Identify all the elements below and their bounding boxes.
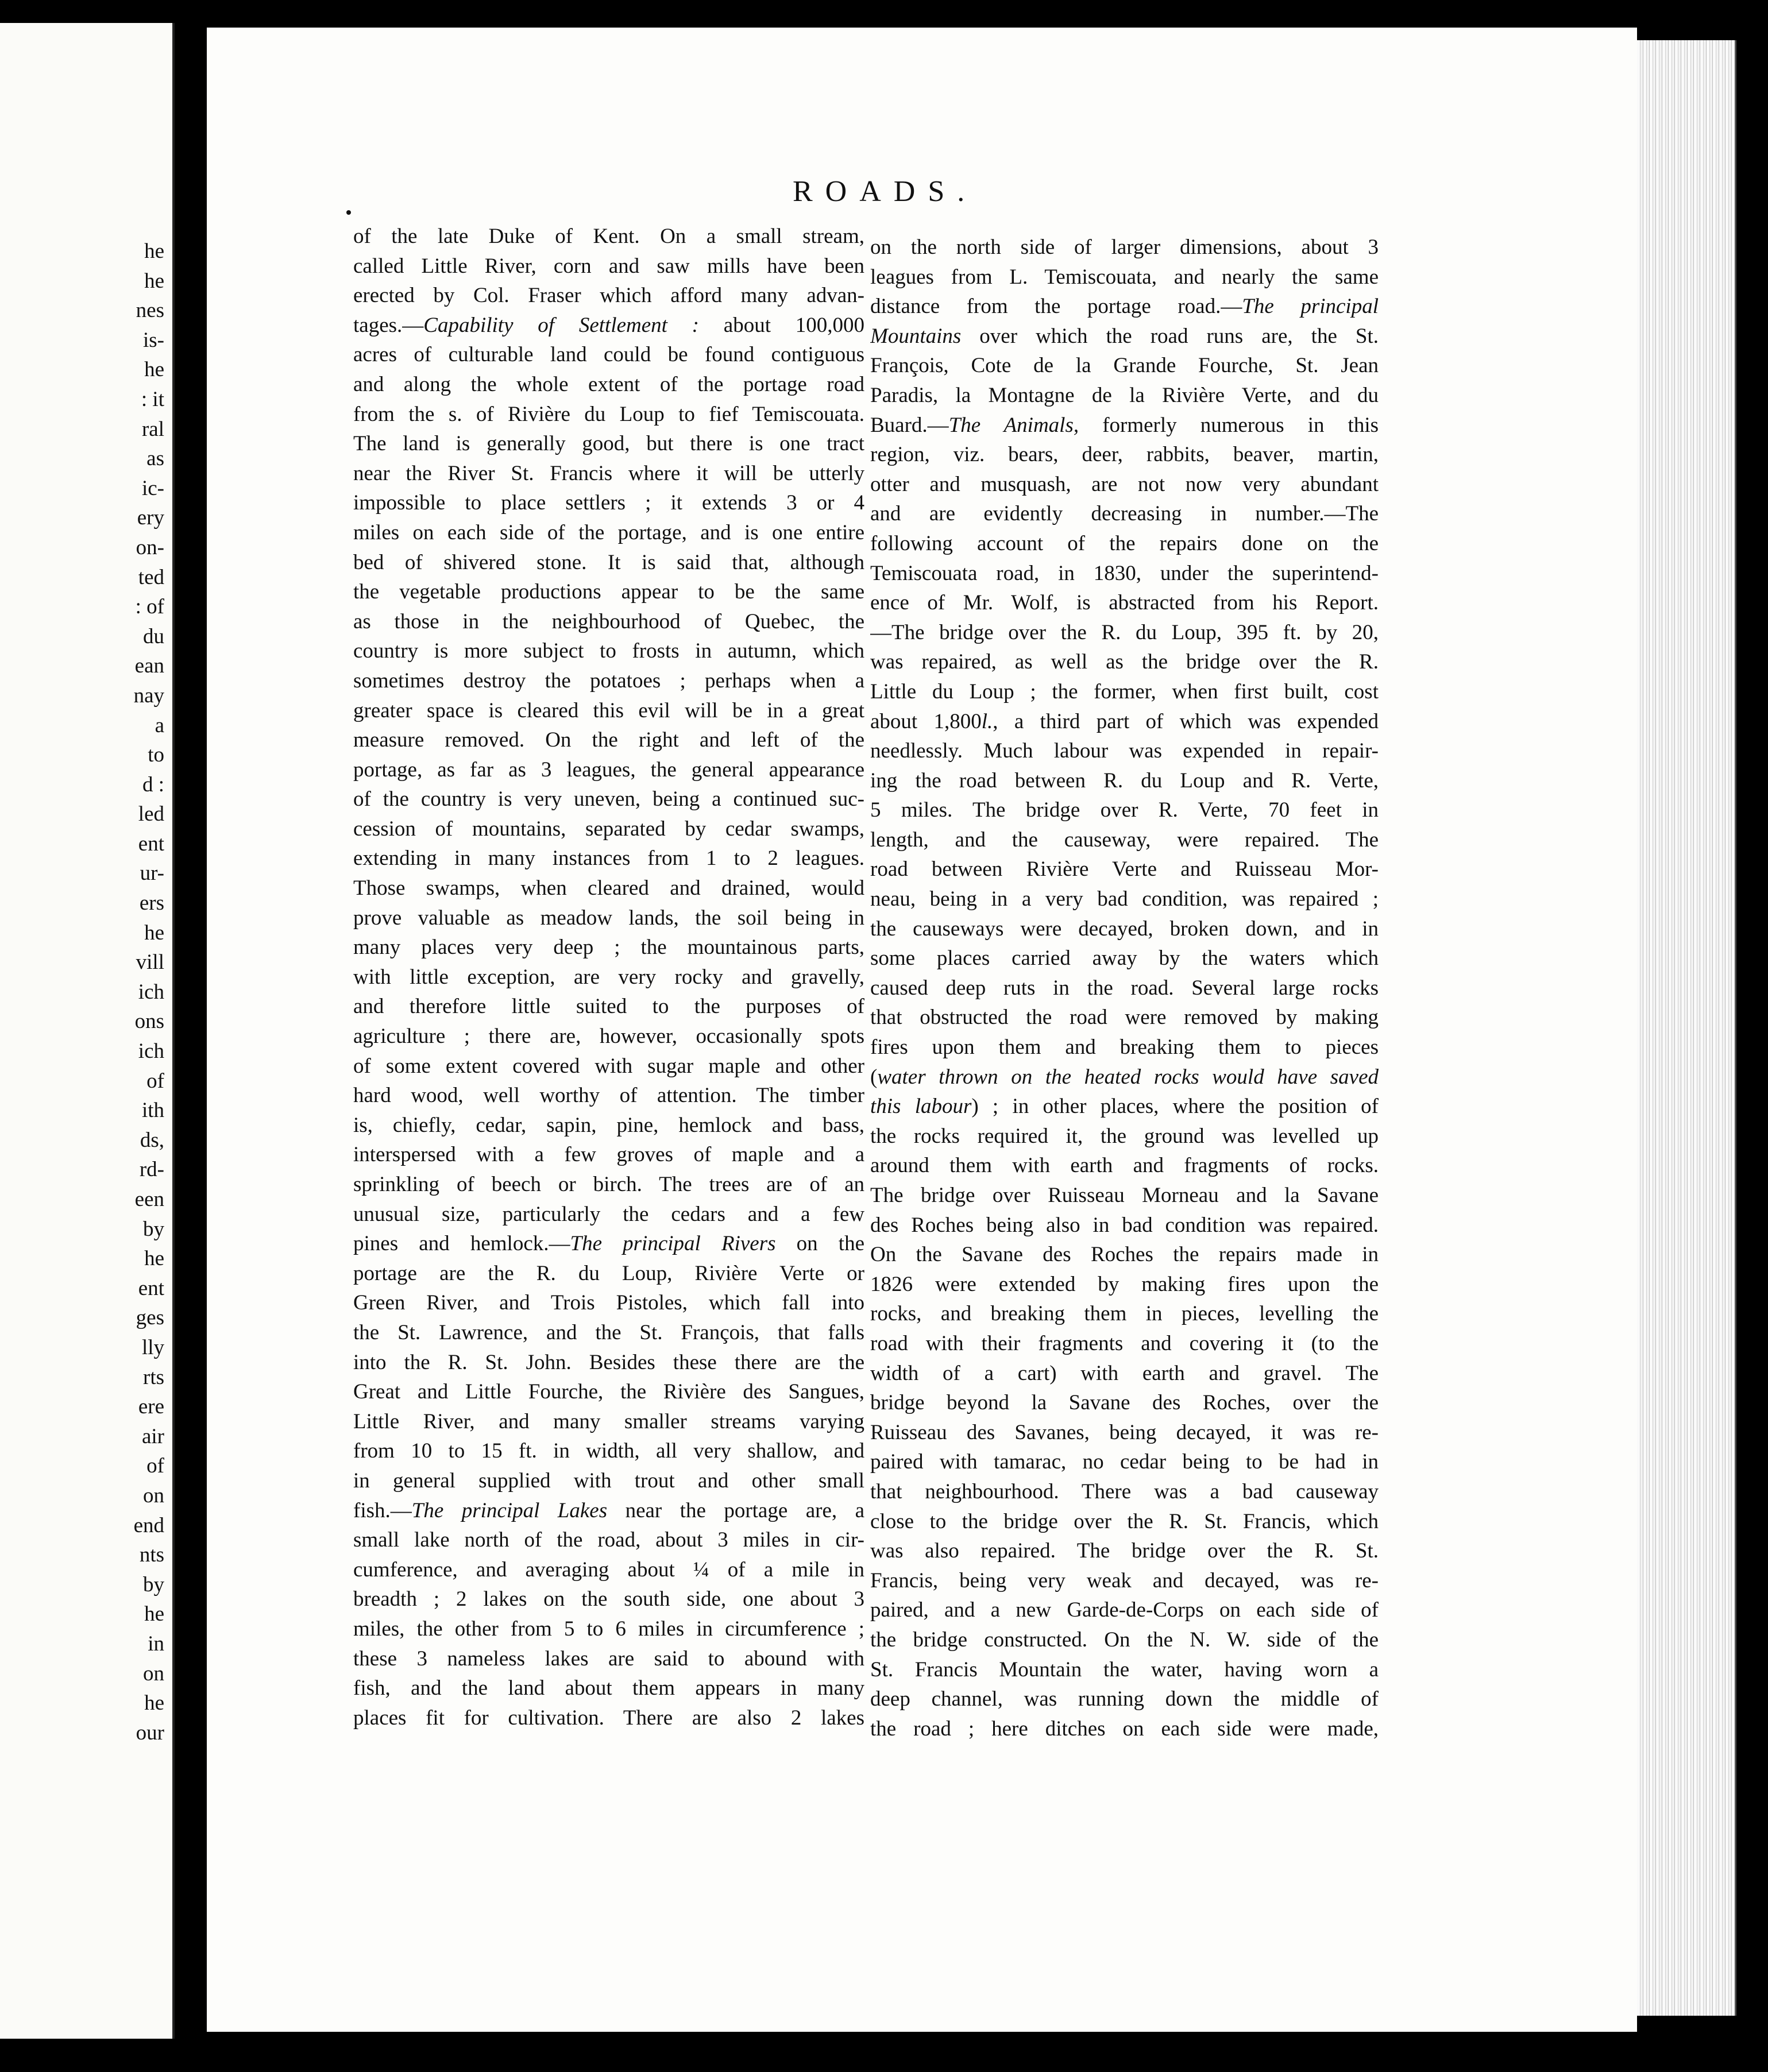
facing-page-fragment: ean <box>134 654 164 678</box>
text-line: of some extent covered with sugar maple and other <box>353 1054 864 1078</box>
text-line: deep channel, was running down the middle of <box>870 1687 1379 1711</box>
text-line: into the R. St. John. Besides these there are the <box>353 1350 864 1374</box>
text-line: following account of the repairs done on the <box>870 531 1379 555</box>
text-line: of the country is very uneven, being a continued suc- <box>353 787 864 811</box>
text-line: and therefore little suited to the purposes of <box>353 995 864 1019</box>
facing-page-fragment: of <box>146 1069 164 1093</box>
facing-page-fragment: he <box>144 358 164 382</box>
text-line: as those in the neighbourhood of Quebec, the <box>353 609 864 633</box>
text-line: Those swamps, when cleared and drained, would <box>353 876 864 900</box>
facing-page-fragment: a <box>155 713 164 737</box>
facing-page-fragment: as <box>146 447 164 471</box>
text-line: that neighbourhood. There was a bad causeway <box>870 1479 1379 1503</box>
text-line: and are evidently decreasing in number.—The <box>870 502 1379 526</box>
facing-page <box>0 23 175 2039</box>
facing-page-fragment: by <box>143 1217 164 1241</box>
facing-page-fragment: air <box>141 1424 164 1448</box>
text-line: portage, as far as 3 leagues, the general appearance <box>353 757 864 782</box>
text-line: greater space is cleared this evil will be in a great <box>353 698 864 722</box>
facing-page-fragment: he <box>144 269 164 293</box>
text-line: from the s. of Rivière du Loup to fief Temiscouata. <box>353 402 864 426</box>
facing-page-fragment: ent <box>138 1276 164 1300</box>
facing-page-fragment: : of <box>135 595 164 619</box>
text-line: on the north side of larger dimensions, about 3 <box>870 235 1379 259</box>
text-line: On the Savane des Roches the repairs made in <box>870 1243 1379 1267</box>
text-line: 1826 were extended by making fires upon the <box>870 1272 1379 1296</box>
text-line: miles on each side of the portage, and is one entire <box>353 520 864 544</box>
text-line: was also repaired. The bridge over the R. St. <box>870 1539 1379 1563</box>
text-line: interspersed with a few groves of maple and a <box>353 1143 864 1167</box>
text-line: fish.—The principal Lakes near the portage are, a <box>353 1498 864 1522</box>
text-line: region, viz. bears, deer, rabbits, beaver, martin, <box>870 443 1379 467</box>
text-line: small lake north of the road, about 3 miles in cir- <box>353 1528 864 1552</box>
facing-page-fragment: he <box>144 1247 164 1271</box>
text-line: the bridge constructed. On the N. W. side of the <box>870 1628 1379 1652</box>
text-line: portage are the R. du Loup, Rivière Verte or <box>353 1261 864 1285</box>
facing-page-fragment: een <box>134 1188 164 1211</box>
text-line: rocks, and breaking them in pieces, levelling the <box>870 1302 1379 1326</box>
text-line: The bridge over Ruisseau Morneau and la Savane <box>870 1184 1379 1207</box>
text-line: pines and hemlock.—The principal Rivers on the <box>353 1232 864 1256</box>
text-line: Buard.—The Animals, formerly numerous in this <box>870 413 1379 437</box>
text-line: Ruisseau des Savanes, being decayed, it was re- <box>870 1420 1379 1444</box>
facing-page-fragment: ges <box>136 1306 164 1330</box>
text-line: many places very deep ; the mountainous parts, <box>353 936 864 960</box>
text-line: measure removed. On the right and left of the <box>353 728 864 752</box>
text-line: near the River St. Francis where it will be utterly <box>353 461 864 485</box>
text-line: sometimes destroy the potatoes ; perhaps when a <box>353 668 864 693</box>
text-line: fires upon them and breaking them to pieces <box>870 1035 1379 1060</box>
text-line: Little du Loup ; the former, when first built, cost <box>870 679 1379 703</box>
facing-page-fragment: du <box>143 624 164 648</box>
text-line: the causeways were decayed, broken down, and in <box>870 917 1379 941</box>
text-line: ence of Mr. Wolf, is abstracted from his Report. <box>870 591 1379 615</box>
text-line: with little exception, are very rocky and gravelly, <box>353 965 864 989</box>
text-line: miles, the other from 5 to 6 miles in circumference ; <box>353 1617 864 1641</box>
text-line: country is more subject to frosts in autumn, which <box>353 639 864 663</box>
text-line: places fit for cultivation. There are also 2 lakes <box>353 1706 864 1730</box>
facing-page-fragment: ith <box>141 1099 164 1123</box>
facing-page-fragment: ery <box>137 506 164 530</box>
facing-page-fragment: ds, <box>140 1128 164 1152</box>
ink-dot <box>346 210 351 215</box>
facing-page-fragment: ral <box>141 417 164 441</box>
text-line: leagues from L. Temiscouata, and nearly the same <box>870 265 1379 289</box>
facing-page-fragment: in <box>148 1632 164 1656</box>
text-line: width of a cart) with earth and gravel. The <box>870 1361 1379 1385</box>
text-line: St. Francis Mountain the water, having worn a <box>870 1657 1379 1681</box>
text-line: of the late Duke of Kent. On a small stream, <box>353 225 864 248</box>
text-line: was repaired, as well as the bridge over the R. <box>870 650 1379 674</box>
text-line: around them with earth and fragments of rocks. <box>870 1154 1379 1178</box>
text-line: (water thrown on the heated rocks would have saved <box>870 1065 1379 1089</box>
facing-page-fragment: lly <box>141 1335 164 1359</box>
text-line: cumference, and averaging about ¼ of a mile in <box>353 1557 864 1582</box>
text-line: impossible to place settlers ; it extends 3 or 4 <box>353 491 864 515</box>
text-line: Francis, being very weak and decayed, was re- <box>870 1568 1379 1592</box>
facing-page-fragment: is- <box>143 328 164 352</box>
facing-page-fragment: he <box>144 921 164 945</box>
facing-page-fragment: ich <box>138 980 164 1004</box>
page-edge <box>1637 40 1736 2016</box>
text-line: in general supplied with trout and other small <box>353 1468 864 1493</box>
text-column-right <box>870 233 1379 1744</box>
facing-page-fragment: ich <box>138 1039 164 1064</box>
text-line: the vegetable productions appear to be the same <box>353 580 864 604</box>
text-line: distance from the portage road.—The principal <box>870 295 1379 319</box>
text-line: Mountains over which the road runs are, the St. <box>870 324 1379 348</box>
running-head: ROADS. <box>793 175 978 208</box>
text-line: fish, and the land about them appears in many <box>353 1676 864 1700</box>
text-line: bed of shivered stone. It is said that, although <box>353 550 864 574</box>
text-line: Temiscouata road, in 1830, under the superintend- <box>870 561 1379 585</box>
text-line: The land is generally good, but there is one tract <box>353 432 864 456</box>
text-line: some places carried away by the waters which <box>870 946 1379 971</box>
text-line: 5 miles. The bridge over R. Verte, 70 feet in <box>870 798 1379 822</box>
facing-page-fragment: nes <box>136 299 164 323</box>
text-line: extending in many instances from 1 to 2 leagues. <box>353 846 864 871</box>
facing-page-fragment: ers <box>139 891 164 915</box>
text-line: unusual size, particularly the cedars and a few <box>353 1202 864 1226</box>
text-line: ing the road between R. du Loup and R. Verte, <box>870 768 1379 793</box>
facing-page-fragment: on <box>143 1661 164 1686</box>
text-line: Little River, and many smaller streams varying <box>353 1409 864 1433</box>
facing-page-text <box>0 237 172 1748</box>
facing-page-fragment: ons <box>134 1010 164 1034</box>
facing-page-fragment: ted <box>138 565 164 589</box>
text-line: the road ; here ditches on each side were made, <box>870 1717 1379 1741</box>
text-line: is, chiefly, cedar, sapin, pine, hemlock and bass, <box>353 1113 864 1137</box>
text-line: road between Rivière Verte and Ruisseau Mor- <box>870 857 1379 882</box>
text-line: Great and Little Fourche, the Rivière des Sangues, <box>353 1380 864 1404</box>
text-line: hard wood, well worthy of attention. The timber <box>353 1084 864 1108</box>
text-line: close to the bridge over the R. St. Francis, which <box>870 1509 1379 1533</box>
facing-page-fragment: ic- <box>141 476 164 500</box>
text-line: agriculture ; there are, however, occasionally spots <box>353 1025 864 1049</box>
facing-page-fragment: our <box>136 1721 164 1745</box>
facing-page-fragment: : it <box>141 387 164 411</box>
facing-page-fragment: ere <box>138 1395 164 1419</box>
text-line: needlessly. Much labour was expended in repair- <box>870 739 1379 763</box>
text-line: that obstructed the road were removed by making <box>870 1006 1379 1030</box>
text-line: road with their fragments and covering it (to the <box>870 1331 1379 1355</box>
text-line: acres of culturable land could be found contiguous <box>353 343 864 367</box>
text-line: tages.—Capability of Settlement : about 100,000 <box>353 313 864 337</box>
text-line: and along the whole extent of the portage road <box>353 372 864 396</box>
facing-page-fragment: end <box>133 1513 164 1537</box>
facing-page-fragment: on- <box>136 535 164 559</box>
text-line: from 10 to 15 ft. in width, all very shallow, and <box>353 1439 864 1463</box>
text-line: sprinkling of beech or birch. The trees are of an <box>353 1173 864 1196</box>
facing-page-fragment: ur- <box>140 861 164 886</box>
text-line: caused deep ruts in the road. Several large rocks <box>870 976 1379 1000</box>
text-line: Green River, and Trois Pistoles, which fall into <box>353 1291 864 1315</box>
facing-page-fragment: to <box>148 743 164 767</box>
text-line: —The bridge over the R. du Loup, 395 ft. by 20, <box>870 620 1379 644</box>
text-line: Paradis, la Montagne de la Rivière Verte, and du <box>870 383 1379 407</box>
facing-page-fragment: on <box>143 1483 164 1507</box>
text-line: erected by Col. Fraser which afford many advan- <box>353 284 864 308</box>
text-line: prove valuable as meadow lands, the soil being in <box>353 906 864 930</box>
facing-page-fragment: led <box>138 802 164 826</box>
facing-page-fragment: of <box>146 1454 164 1478</box>
text-line: cession of mountains, separated by cedar swamps, <box>353 817 864 841</box>
text-line: about 1,800l., a third part of which was expended <box>870 709 1379 733</box>
facing-page-fragment: vill <box>136 950 164 975</box>
facing-page-fragment: he <box>144 1602 164 1626</box>
text-line: the rocks required it, the ground was levelled up <box>870 1124 1379 1148</box>
text-line: breadth ; 2 lakes on the south side, one about 3 <box>353 1587 864 1611</box>
facing-page-fragment: ent <box>138 832 164 856</box>
facing-page-fragment: d : <box>142 772 164 797</box>
text-line: paired with tamarac, no cedar being to be had in <box>870 1450 1379 1474</box>
text-line: des Roches being also in bad condition was repaired. <box>870 1213 1379 1237</box>
text-line: François, Cote de la Grande Fourche, St. Jean <box>870 354 1379 378</box>
text-line: these 3 nameless lakes are said to abound with <box>353 1646 864 1671</box>
facing-page-fragment: nay <box>133 683 164 708</box>
facing-page-fragment: rd- <box>139 1158 164 1182</box>
facing-page-fragment: he <box>144 1691 164 1715</box>
facing-page-fragment: by <box>143 1572 164 1596</box>
text-line: length, and the causeway, were repaired. The <box>870 828 1379 852</box>
text-line: called Little River, corn and saw mills have been <box>353 254 864 278</box>
text-line: this labour) ; in other places, where the position of <box>870 1095 1379 1119</box>
text-line: otter and musquash, are not now very abundant <box>870 472 1379 496</box>
text-column-left <box>353 222 864 1733</box>
text-line: the St. Lawrence, and the St. François, that falls <box>353 1320 864 1344</box>
text-line: neau, being in a very bad condition, was repaired ; <box>870 887 1379 911</box>
text-line: bridge beyond la Savane des Roches, over the <box>870 1391 1379 1415</box>
text-line: paired, and a new Garde-de-Corps on each side of <box>870 1598 1379 1622</box>
facing-page-fragment: he <box>144 239 164 263</box>
facing-page-fragment: nts <box>139 1543 164 1567</box>
facing-page-fragment: rts <box>143 1365 164 1389</box>
